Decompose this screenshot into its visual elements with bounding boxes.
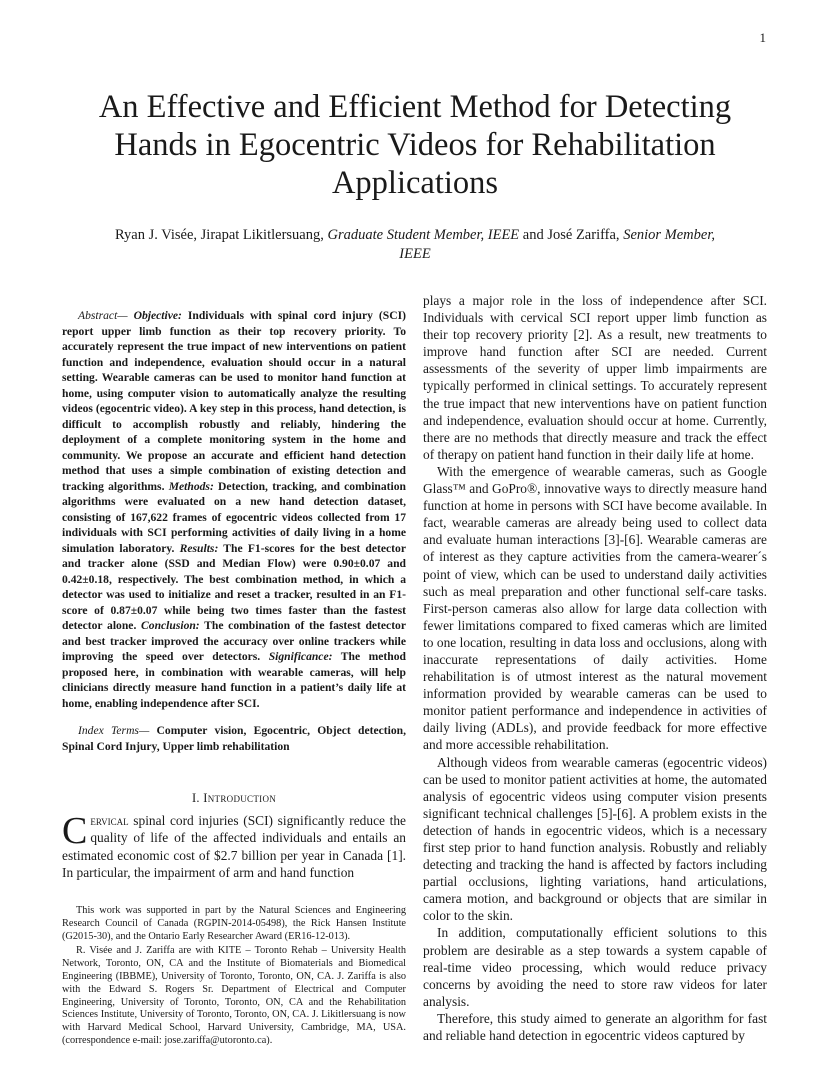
section-title: Introduction <box>203 791 277 805</box>
intro-p1-text: spinal cord injuries (SCI) significantly reduce the quality of life of the affected individuals and entails an estimated economic cost of $2.7 billion per year in Canada [1]. In particular, the impairment of arm and hand function <box>62 813 406 880</box>
section-heading-introduction <box>62 791 406 806</box>
author-names-1: Ryan J. Visée, Jirapat Likitlersuang, <box>114 227 328 243</box>
footnotes <box>62 905 406 1048</box>
intro-paragraph-1-continued: plays a major role in the loss of independence after SCI. Individuals with cervical SCI report upper limb function as their top recovery priority [2]. As a result, new treatments to improve hand function after SCI are needed. Current assessments of the severity of upper limb impairments are typically performed in clinical settings. To accurately represent the true impact that new interventions have on patient function and independence, evaluation should occur at home. Currently, there are no methods that directly measure and track the effect of therapy on patient hand function in their daily life at home. <box>423 293 767 462</box>
methods-label: Methods: <box>164 479 214 493</box>
results-label: Results: <box>174 541 219 555</box>
index-terms-text: Computer vision, Egocentric, Object detection, Spinal Cord Injury, Upper limb rehabilitation <box>62 724 406 753</box>
right-column <box>423 292 767 1044</box>
intro-paragraph-1 <box>62 812 406 881</box>
conclusion-text: The combination of the fastest detector and best tracker improved the accuracy over online trackers while improving the speed over detectors. <box>62 619 407 663</box>
abstract <box>62 308 406 711</box>
objective-label: Objective: <box>127 309 182 322</box>
paper-title: An Effective and Efficient Method for Detecting Hands in Egocentric Videos for Rehabilitation Applications <box>98 89 732 201</box>
results-text: The F1-scores for the best detector and tracker alone (SSD and Median Flow) were 0.90±0.07 and 0.42±0.18, respectively. The best combination method, in which a detector was used to initialize and reset a tracker, resulted in an F1-score of 0.87±0.07 while being two times faster than the fastest detector alone. <box>62 541 406 632</box>
methods-text: Detection, tracking, and combination algorithms were evaluated on a new hand detection dataset, consisting of 167,622 frames of egocentric videos collected from 17 individuals with SCI performing activities of daily living in a home simulation laboratory. <box>62 479 406 555</box>
intro-paragraph-2: With the emergence of wearable cameras, such as Google Glass™ and GoPro®, innovative ways to directly measure hand function at home in persons with SCI have become available. In fact, wearable cameras are already being used to collect data and evaluate human interactions [3]-[6]. Wearable cameras are of interest as they capture activities from the camera-wearer´s point of view, which can be used to understand daily activities such as meal preparation and other functional self-care tasks. First-person cameras also allow for large data collection with fewer limitations compared to fixed cameras which are limited to one location, resulting in data loss and occlusions, along with inaccurate representations of daily activities. Home rehabilitation is of utmost interest as the natural movement information provided by wearable cameras can be used to monitor patient performance and independence in activities of daily living (ADLs), and provide feedback for more effective and more accessible rehabilitation. <box>423 463 767 753</box>
objective-text: Individuals with spinal cord injury (SCI) report upper limb function as their top recovery priority. To accurately represent the true impact of new interventions on patient function and independence, evaluation should occur in a natural setting. Wearable cameras can be used to monitor hand function at home, using computer vision to automatically analyze the resulting videos (egocentric video). A key step in this process, hand detection, is difficult to accomplish robustly and reliably, hindering the deployment of a complete monitoring system in the home and community. We propose an accurate and efficient hand detection method that uses a simple combination of existing detection and tracking algorithms. <box>62 309 406 493</box>
author-affil-1: Graduate Student Member, IEEE <box>327 227 520 243</box>
abstract-lead: Abstract— <box>78 309 128 322</box>
drop-cap: C <box>62 810 88 852</box>
left-column <box>62 293 406 1048</box>
significance-label: Significance: <box>260 650 333 663</box>
intro-paragraph-5: Therefore, this study aimed to generate an algorithm for fast and reliable hand detection in egocentric videos captured by <box>423 1010 767 1044</box>
page-number: 1 <box>759 30 766 45</box>
index-terms-lead: Index Terms— <box>78 724 150 737</box>
significance-text: The method proposed here, in combination with wearable cameras, will help clinicians directly measure hand function in a patient’s daily life at home, enabling independence after SCI. <box>62 650 406 710</box>
first-word-rest: ervical <box>90 813 129 828</box>
conclusion-label: Conclusion: <box>136 619 200 632</box>
footnote-funding: This work was supported in part by the Natural Sciences and Engineering Research Council of Canada (RGPIN-2014-05498), the Rick Hansen Institute (G2015-30), and the Ontario Early Researcher Award (ER16-12-013). <box>62 905 406 942</box>
author-affil-2: Senior Member, IEEE <box>399 227 716 262</box>
intro-paragraph-4: In addition, computationally efficient solutions to this problem are desirable as a step towards a system capable of real-time video processing, which would reduce privacy concerns by avoiding the need to store raw videos for later analysis. <box>423 925 767 1009</box>
section-numeral: I. <box>191 791 204 805</box>
intro-paragraph-3: Although videos from wearable cameras (egocentric videos) can be used to monitor patient activities at home, the automated analysis of egocentric videos using computer vision presents significant technical challenges [5]-[6]. A problem exists in the detection of hands in egocentric videos, which is a necessary first step prior to hand function analysis. Robustly and reliably detecting and tracking the hand is affected by factors including partial occlusions, lighting variations, hand articulations, camera motion, and background or objects that are similar in color to the skin. <box>423 754 767 924</box>
author-line <box>100 226 730 264</box>
author-names-2: and José Zariffa, <box>519 227 624 243</box>
index-terms <box>62 723 406 754</box>
footnote-affiliations: R. Visée and J. Zariffa are with KITE – Toronto Rehab – University Health Network, Toronto, ON, CA and the Institute of Biomaterials and Biomedical Engineering (IBBME), University of Toronto, Toronto, ON, CA. J. Zariffa is also with the Edward S. Rogers Sr. Department of Electrical and Computer Engineering, University of Toronto, Toronto, ON, CA and the Rehabilitation Sciences Institute, University of Toronto, Toronto, ON, CA. J. Likitlersuang is now with Harvard Medical School, Harvard University, Cambridge, MA, USA. (correspondence e-mail: jose.zariffa@utoronto.ca). <box>62 944 406 1047</box>
